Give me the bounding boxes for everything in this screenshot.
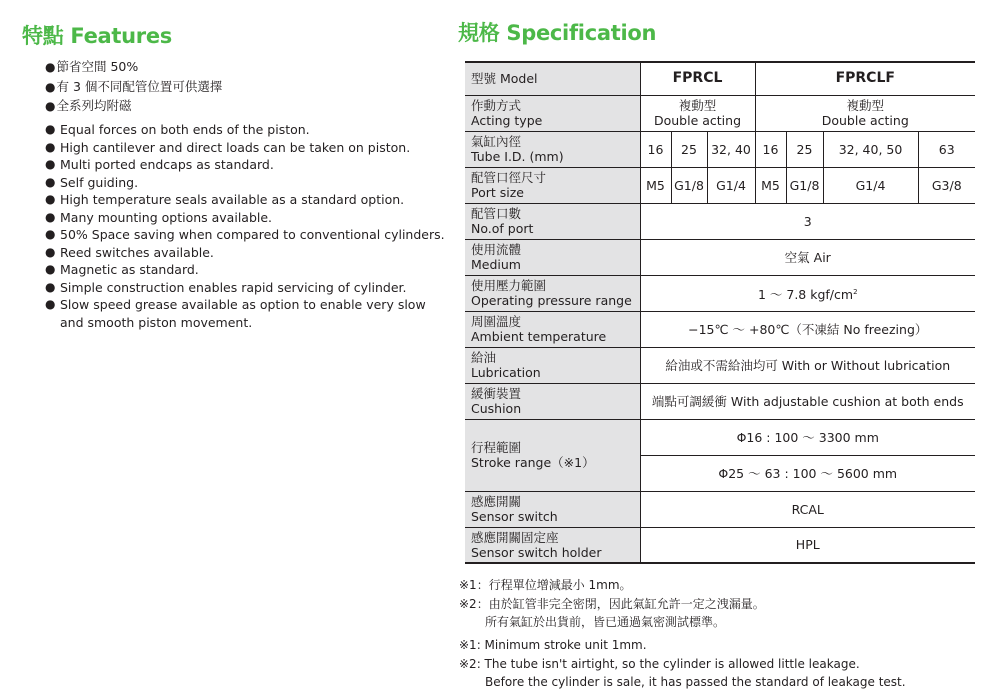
list-item: ● Magnetic as standard. bbox=[45, 261, 445, 279]
notes-cn bbox=[459, 576, 765, 632]
note-line: ※1：行程單位增減最小 1mm。 bbox=[459, 578, 632, 592]
list-item: ● 有 3 個不同配管位置可供選擇 bbox=[45, 77, 222, 97]
table-row bbox=[465, 419, 975, 455]
list-item: ● Simple construction enables rapid servicing of cylinder. bbox=[45, 279, 445, 297]
list-item: ● Multi ported endcaps as standard. bbox=[45, 156, 445, 174]
table-cell: Φ16 : 100 ～ 3300 mm bbox=[640, 419, 975, 455]
row-label: 感應開關固定座 Sensor switch holder bbox=[465, 527, 640, 563]
features-heading: 特點 Features bbox=[22, 24, 173, 48]
note-line: ※1: Minimum stroke unit 1mm. bbox=[459, 638, 647, 652]
row-label: 使用壓力範圍 Operating pressure range bbox=[465, 275, 640, 311]
table-cell: 空氣 Air bbox=[640, 239, 975, 275]
table-cell: 25 bbox=[671, 131, 707, 167]
table-cell: 63 bbox=[918, 131, 975, 167]
table-row bbox=[465, 62, 975, 95]
table-row bbox=[465, 491, 975, 527]
table-row bbox=[465, 239, 975, 275]
note-line: Before the cylinder is sale, it has passed the standard of leakage test. bbox=[485, 675, 906, 690]
note-line: ※2：由於缸管非完全密閉，因此氣缸允許一定之洩漏量。 bbox=[459, 596, 765, 611]
table-cell: RCAL bbox=[640, 491, 975, 527]
list-item: ● High temperature seals available as a standard option. bbox=[45, 191, 445, 209]
row-label: 感應開關 Sensor switch bbox=[465, 491, 640, 527]
table-cell: 25 bbox=[786, 131, 823, 167]
table-row bbox=[465, 383, 975, 419]
list-item: ● Reed switches available. bbox=[45, 244, 445, 262]
features-en-list bbox=[45, 121, 445, 331]
features-cn-list bbox=[45, 57, 222, 116]
list-item: ● Slow speed grease available as option to enable very slow and smooth piston movement. bbox=[45, 296, 445, 331]
table-cell: 3 bbox=[640, 203, 975, 239]
table-row bbox=[465, 347, 975, 383]
list-item: ● Many mounting options available. bbox=[45, 209, 445, 227]
table-cell: M5 bbox=[755, 167, 786, 203]
row-label: 給油 Lubrication bbox=[465, 347, 640, 383]
table-cell: −15℃ ～ +80℃（不凍結 No freezing） bbox=[640, 311, 975, 347]
note-line: ※2: The tube isn't airtight, so the cylinder is allowed little leakage. bbox=[459, 656, 860, 671]
list-item: ● Self guiding. bbox=[45, 174, 445, 192]
table-cell: 16 bbox=[755, 131, 786, 167]
row-label: 使用流體 Medium bbox=[465, 239, 640, 275]
spec-heading: 規格 Specification bbox=[458, 21, 657, 45]
table-row bbox=[465, 527, 975, 563]
table-cell: G1/4 bbox=[707, 167, 755, 203]
table-cell: M5 bbox=[640, 167, 671, 203]
table-cell: 32, 40, 50 bbox=[823, 131, 918, 167]
table-cell: Φ25 ～ 63 : 100 ～ 5600 mm bbox=[640, 455, 975, 491]
notes-en bbox=[459, 636, 906, 692]
model-label: 型號 Model bbox=[465, 62, 640, 95]
row-label: 配管口徑尺寸 Port size bbox=[465, 167, 640, 203]
table-cell: 16 bbox=[640, 131, 671, 167]
table-cell: HPL bbox=[640, 527, 975, 563]
table-cell: G1/8 bbox=[786, 167, 823, 203]
row-label: 配管口數 No.of port bbox=[465, 203, 640, 239]
table-cell: 32, 40 bbox=[707, 131, 755, 167]
row-label: 氣缸內徑 Tube I.D. (mm) bbox=[465, 131, 640, 167]
table-cell: 複動型 Double acting bbox=[755, 95, 975, 131]
list-item: ● 節省空間 50% bbox=[45, 57, 222, 77]
table-row bbox=[465, 311, 975, 347]
row-label: 緩衝裝置 Cushion bbox=[465, 383, 640, 419]
table-row bbox=[465, 167, 975, 203]
list-item: ● 50% Space saving when compared to conventional cylinders. bbox=[45, 226, 445, 244]
table-cell: G1/4 bbox=[823, 167, 918, 203]
model-fprcl: FPRCL bbox=[640, 62, 755, 95]
note-line: 所有氣缸於出貨前，皆已通過氣密測試標準。 bbox=[485, 615, 726, 630]
row-label: 作動方式 Acting type bbox=[465, 95, 640, 131]
table-cell: 端點可調緩衝 With adjustable cushion at both ends bbox=[640, 383, 975, 419]
list-item: ● Equal forces on both ends of the piston. bbox=[45, 121, 445, 139]
table-cell: G3/8 bbox=[918, 167, 975, 203]
row-label: 行程範圍 Stroke range（※1） bbox=[465, 419, 640, 491]
table-cell: 複動型 Double acting bbox=[640, 95, 755, 131]
model-fprclf: FPRCLF bbox=[755, 62, 975, 95]
table-row bbox=[465, 275, 975, 311]
table-cell: G1/8 bbox=[671, 167, 707, 203]
list-item: ● High cantilever and direct loads can be taken on piston. bbox=[45, 139, 445, 157]
table-row bbox=[465, 131, 975, 167]
spec-table bbox=[465, 61, 975, 564]
table-row bbox=[465, 203, 975, 239]
table-row bbox=[465, 95, 975, 131]
table-cell: 給油或不需給油均可 With or Without lubrication bbox=[640, 347, 975, 383]
list-item: ● 全系列均附磁 bbox=[45, 96, 222, 116]
row-label: 周圍溫度 Ambient temperature bbox=[465, 311, 640, 347]
table-cell: 1 ～ 7.8 kgf/$cm^2$ bbox=[640, 275, 975, 311]
